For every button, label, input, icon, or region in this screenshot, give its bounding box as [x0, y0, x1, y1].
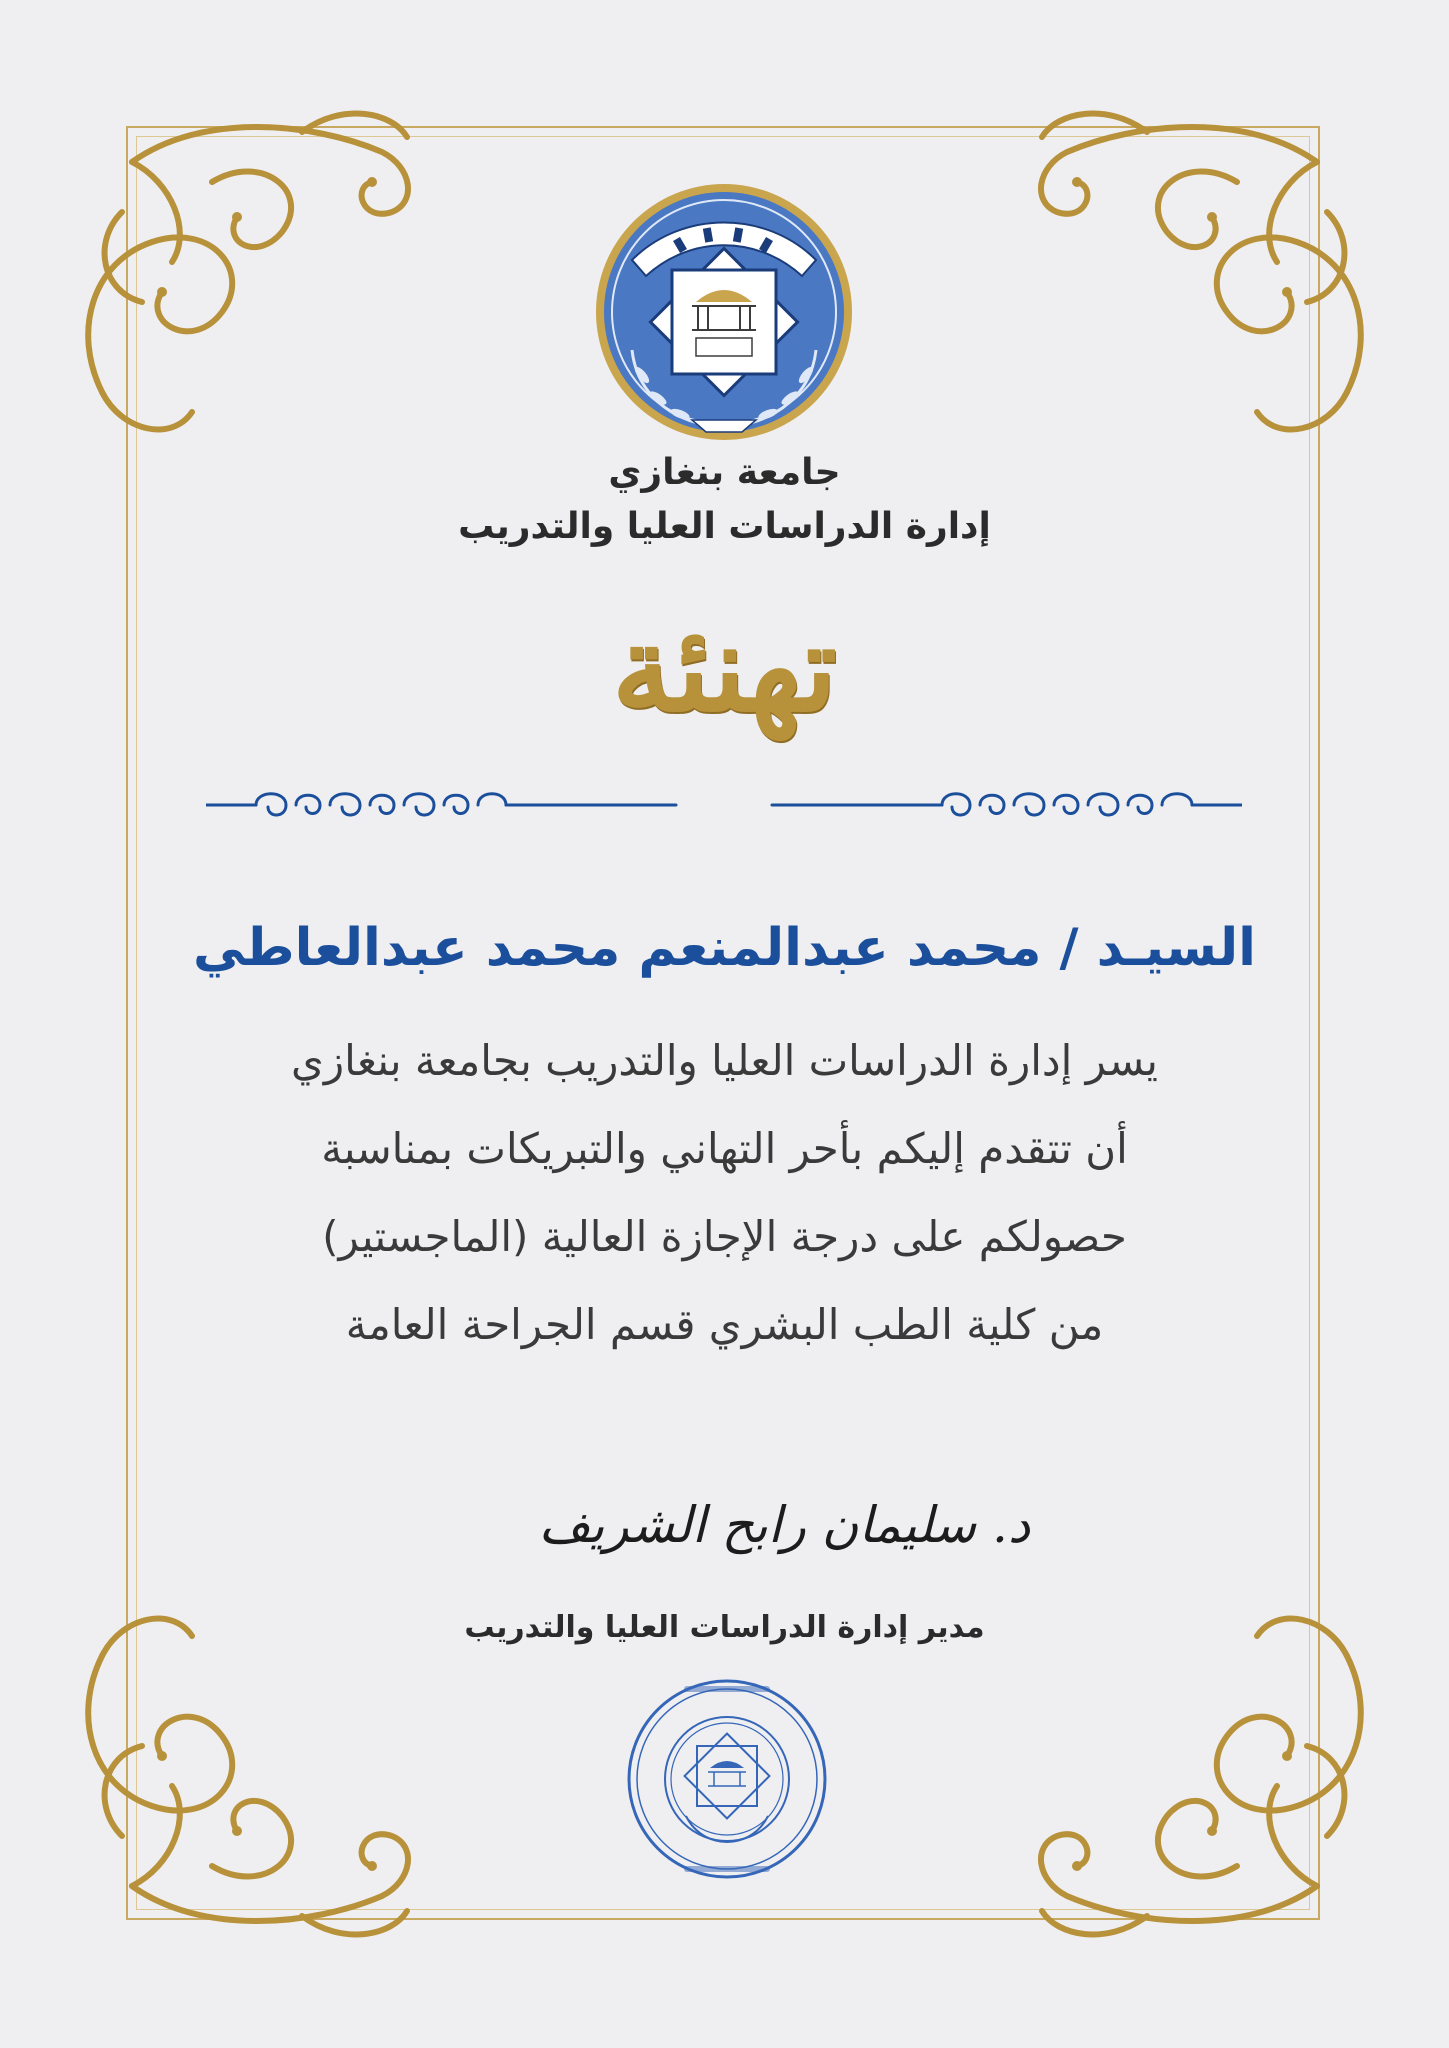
- message-line-4: من كلية الطب البشري قسم الجراحة العامة: [345, 1300, 1104, 1349]
- university-name: جامعة بنغازي: [608, 452, 841, 493]
- message-line-2: أن تتقدم إليكم بأحر التهاني والتبريكات بمناسبة: [321, 1124, 1128, 1173]
- department-name: إدارة الدراسات العليا والتدريب: [458, 506, 991, 547]
- recipient-name: السيـد / محمد عبدالمنعم محمد عبدالعاطي: [193, 918, 1256, 978]
- ornamental-divider: [206, 780, 1242, 830]
- corner-flourish-top-right: [1007, 92, 1387, 472]
- university-logo: [592, 180, 856, 444]
- message-line-3: حصولكم على درجة الإجازة العالية (الماجستير): [322, 1212, 1127, 1261]
- signatory-title: مدير إدارة الدراسات العليا والتدريب: [464, 1610, 985, 1645]
- signature: د. سليمان رابح الشريف: [538, 1496, 1031, 1554]
- certificate-title: تهنئة: [611, 598, 838, 739]
- message-line-1: يسر إدارة الدراسات العليا والتدريب بجامعة بنغازي: [291, 1036, 1158, 1085]
- corner-flourish-top-left: [62, 92, 442, 472]
- official-stamp: [624, 1676, 830, 1882]
